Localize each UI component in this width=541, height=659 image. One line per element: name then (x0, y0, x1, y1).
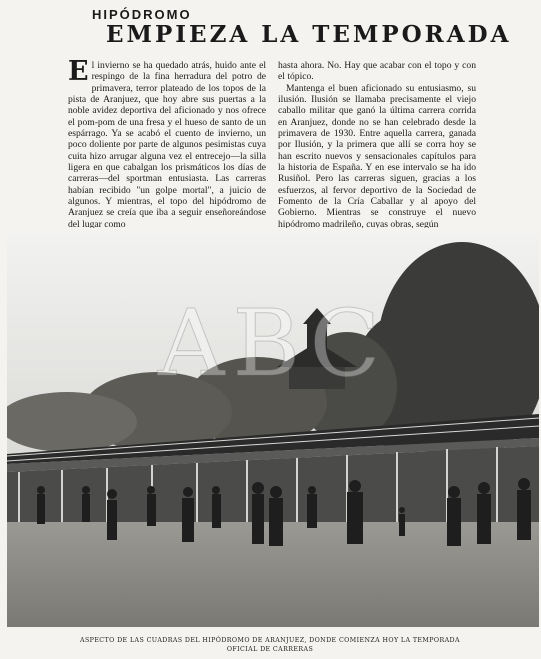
article-body (68, 60, 476, 228)
column-2 (278, 60, 476, 228)
paragraph: hasta ahora. No. Hay que acabar con el topo y con el tópico. (278, 60, 476, 83)
stables-photo (7, 232, 539, 627)
section-kicker: HIPÓDROMO (92, 7, 192, 22)
caption-line: OFICIAL DE CARRERAS (226, 646, 314, 653)
drop-cap: E (68, 60, 89, 87)
paragraph-text: l invierno se ha quedado atrás, huido ante el respingo de la fina herradura del potro de primavera, terror plateado de los topos de la pista de Aranjuez, que hoy abre sus puertas a la noble avidez deportiva del aficionado y nos ofrece el pom-pom de una fresa y el hueso de santo de un espárrago. Ya se acabó el cuento de invierno, un poco doliente por parte de algunos pesimistas cuya cuita hizo arrugar alguna vez el entrecejo—la silla ligera en que cabalgan los prismáticos los días de carreras—del sportman entusiasta. Las carreras habían recibido "un golpe mortal", a juicio de algunos. Y mientras, el topo del hipódromo de Aranjuez se creía que iba a seguir enseñoreándose del lugar como (68, 60, 266, 228)
abc-watermark: ABC (158, 290, 389, 397)
paragraph: Mantenga el buen aficionado su entusiasmo, su ilusión. Ilusión se llamaba precisamente el viejo caballo militar que ganó la última carrera corrida en Aranjuez, donde no se han celebrado desde la primavera de 1930. Entre aquella carrera, ganada por Ilusión, y la primera que allí se corra hoy se han escrito nuevos y sensacionales capítulos para la historia de España. Y en ese intervalo se ha ido Rusiñol. Pero las carreras siguen, gracias a los esfuerzos, al fervor deportivo de la Sociedad de Fomento de la Cría Caballar y al apoyo del Gobierno. Mientras se construye el nuevo hipódromo madrileño, cuyas obras, según (278, 82, 476, 228)
column-1 (68, 60, 266, 228)
photo-illustration (7, 232, 539, 627)
paragraph (68, 60, 266, 228)
photo-caption (20, 636, 520, 654)
caption-line: ASPECTO DE LAS CUADRAS DEL HIPÓDROMO DE ARANJUEZ, DONDE COMIENZA HOY LA TEMPORADA (80, 637, 460, 644)
headline: EMPIEZA LA TEMPORADA (106, 21, 512, 48)
